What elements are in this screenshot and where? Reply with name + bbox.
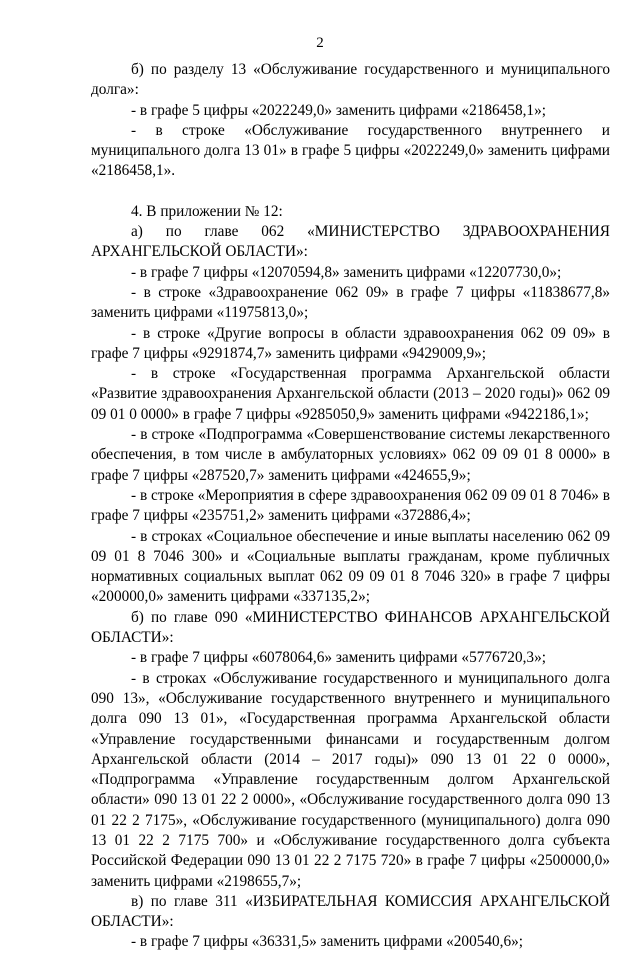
document-body (91, 60, 610, 953)
paragraph: б) по разделу 13 «Обслуживание государственного и муниципального долга»: (91, 61, 610, 99)
paragraph: - в строке «Другие вопросы в области здравоохранения 062 09 09» в графе 7 цифры «9291874,7» заменить цифрами «9429009,9»; (91, 324, 610, 362)
paragraph: б) по главе 090 «МИНИСТЕРСТВО ФИНАНСОВ АРХАНГЕЛЬСКОЙ ОБЛАСТИ»: (91, 608, 610, 647)
paragraph: - в строке «Подпрограмма «Совершенствование системы лекарственного обеспечения, в том числе в амбулаторных условиях» 062 09 09 01 8 0000» в графе 7 цифры «287520,7» заменить цифрами «424655,9»; (91, 426, 610, 484)
page-number: 2 (316, 35, 324, 51)
paragraph: - в графе 7 цифры «6078064,6» заменить цифрами «5776720,3»; (131, 649, 546, 667)
paragraph: - в графе 7 цифры «12070594,8» заменить цифрами «12207730,0»; (131, 263, 562, 281)
paragraph: - в строках «Обслуживание государственного и муниципального долга 090 13», «Обслуживание государственного внутреннего и муниципального долга 090 13 01», «Государственная программа Архангельской области «Управление государственными финансами и государственным долгом Архангельской области (2014 – 2017 годы)» 090 13 01 22 0 0000», «Подпрограмма «Управление государственным долгом Архангельской области» 090 13 01 22 2 0000», «Обслуживание государственного долга 090 13 01 22 2 7175», «Обслуживание государственного (муниципального) долга 090 13 01 22 2 7175 700» и «Обслуживание государственного долга субъекта Российской Федерации 090 13 01 22 2 7175 720» в графе 7 цифры «2500000,0» заменить цифрами «2198655,7»; (91, 669, 610, 890)
paragraph: а) по главе 062 «МИНИСТЕРСТВО ЗДРАВООХРАНЕНИЯ АРХАНГЕЛЬСКОЙ ОБЛАСТИ»: (91, 223, 610, 261)
paragraph: в) по главе 311 «ИЗБИРАТЕЛЬНАЯ КОМИССИЯ АРХАНГЕЛЬСКОЙ ОБЛАСТИ»: (91, 892, 610, 931)
paragraph: - в строке «Обслуживание государственного внутреннего и муниципального долга 13 01» в графе 5 цифры «2022249,0» заменить цифрами «2186458,1». (91, 121, 610, 180)
paragraph: - в графе 7 цифры «36331,5» заменить цифрами «200540,6»; (131, 933, 524, 951)
paragraph: - в строке «Мероприятия в сфере здравоохранения 062 09 09 01 8 7046» в графе 7 цифры «235751,2» заменить цифрами «372886,4»; (91, 486, 610, 525)
paragraph: - в графе 5 цифры «2022249,0» заменить цифрами «2186458,1»; (131, 101, 546, 119)
blank-line (91, 182, 610, 202)
paragraph: - в строке «Государственная программа Архангельской области «Развитие здравоохранения Архангельской области (2013 – 2020 годы)» 062 09 09 01 0 0000» в графе 7 цифры «9285050,9» заменить цифрами «9422186,1»; (91, 365, 610, 423)
paragraph: - в строках «Социальное обеспечение и иные выплаты населению 062 09 09 01 8 7046 300» и «Социальные выплаты гражданам, кроме публичных нормативных социальных выплат 062 09 09 01 8 7046 320» в графе 7 цифры «200000,0» заменить цифрами «337135,2»; (91, 527, 610, 606)
paragraph: 4. В приложении № 12: (131, 202, 283, 220)
paragraph: - в строке «Здравоохранение 062 09» в графе 7 цифры «11838677,8» заменить цифрами «11975813,0»; (91, 283, 610, 322)
